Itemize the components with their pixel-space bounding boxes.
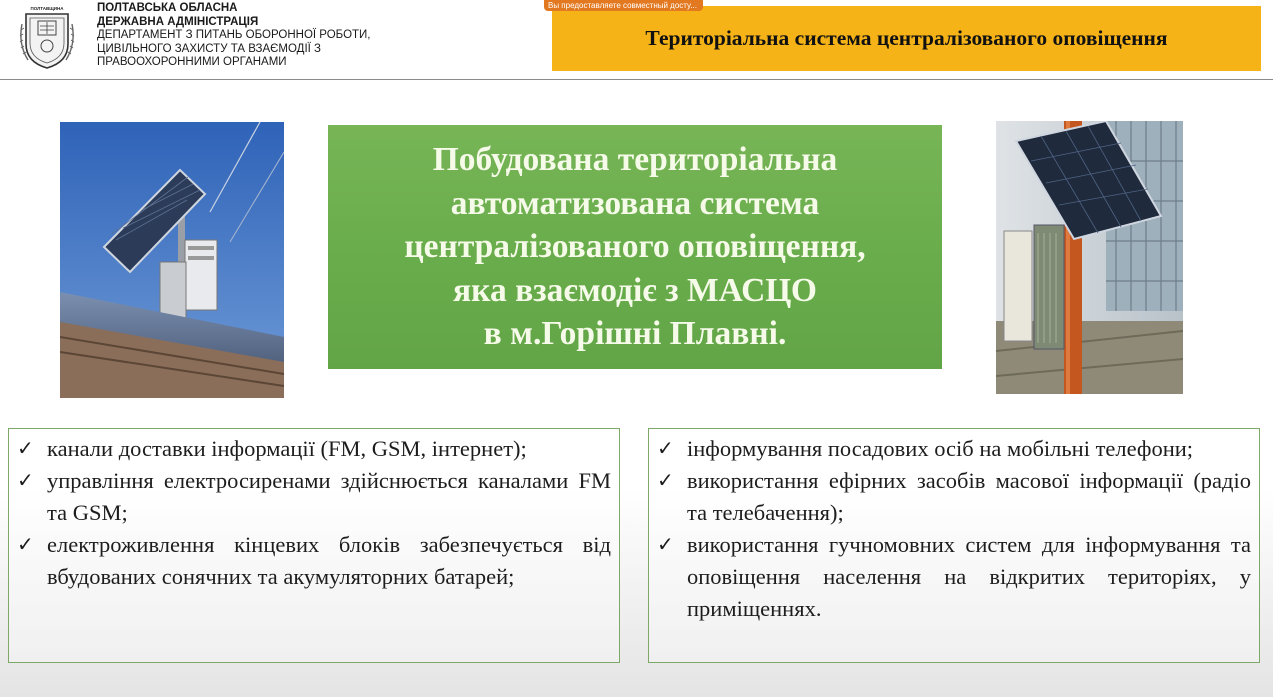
checkmark-icon: ✓ (657, 470, 674, 492)
list-item (657, 529, 1251, 625)
solar-siren-photo-roof (60, 122, 284, 398)
slide-header (0, 0, 1273, 80)
screen-share-notice[interactable]: Вы предоставляете совместный досту... (544, 0, 703, 11)
slide-title-banner (552, 6, 1261, 71)
department-line3: ПРАВООХОРОННИМИ ОРГАНАМИ (97, 56, 287, 69)
checkmark-icon: ✓ (17, 534, 34, 556)
list-item-text: електроживлення кінцевих блоків забезпечується від вбудованих сонячних та акумуляторних батарей; (47, 532, 611, 589)
list-item-text: використання гучномовних систем для інформування та оповіщення населення на відкритих територіях, у приміщеннях. (687, 532, 1251, 621)
list-item-text: управління електросиренами здійснюється каналами FM та GSM; (47, 468, 611, 525)
list-item (17, 529, 611, 593)
org-name-line2: ДЕРЖАВНА АДМІНІСТРАЦІЯ (97, 15, 259, 28)
summary-line: Побудована територіальна (432, 141, 838, 179)
system-summary-box (328, 125, 942, 369)
list-item (657, 433, 1251, 465)
checkmark-icon: ✓ (657, 438, 674, 460)
list-item (657, 465, 1251, 529)
features-list-right (648, 428, 1260, 663)
organization-name (97, 2, 371, 70)
solar-siren-photo-pole (996, 121, 1183, 394)
header-divider (0, 79, 1273, 80)
checkmark-icon: ✓ (17, 438, 34, 460)
checkmark-icon: ✓ (17, 470, 34, 492)
coat-of-arms-icon (16, 4, 78, 72)
slide-title: Територіальна система централізованого оповіщення (645, 26, 1168, 50)
list-item (17, 465, 611, 529)
list-item (17, 433, 611, 465)
list-item-text: канали доставки інформації (FM, GSM, інтернет); (47, 436, 527, 461)
logo-caption: ПОЛТАВЩИНА (30, 6, 64, 11)
summary-line: в м.Горішні Плавні. (483, 315, 787, 353)
list-item-text: використання ефірних засобів масової інформації (радіо та телебачення); (687, 468, 1251, 525)
list-item-text: інформування посадових осіб на мобільні телефони; (687, 436, 1194, 461)
org-name-line1: ПОЛТАВСЬКА ОБЛАСНА (97, 2, 238, 14)
summary-line: автоматизована система (450, 184, 820, 222)
department-line1: ДЕПАРТАМЕНТ З ПИТАНЬ ОБОРОННОЇ РОБОТИ, (97, 29, 371, 42)
summary-line: централізованого оповіщення, (404, 228, 866, 266)
department-line2: ЦИВІЛЬНОГО ЗАХИСТУ ТА ВЗАЄМОДІЇ З (97, 42, 321, 55)
summary-line: яка взаємодіє з МАСЦО (453, 271, 817, 309)
checkmark-icon: ✓ (657, 534, 674, 556)
features-list-left (8, 428, 620, 663)
